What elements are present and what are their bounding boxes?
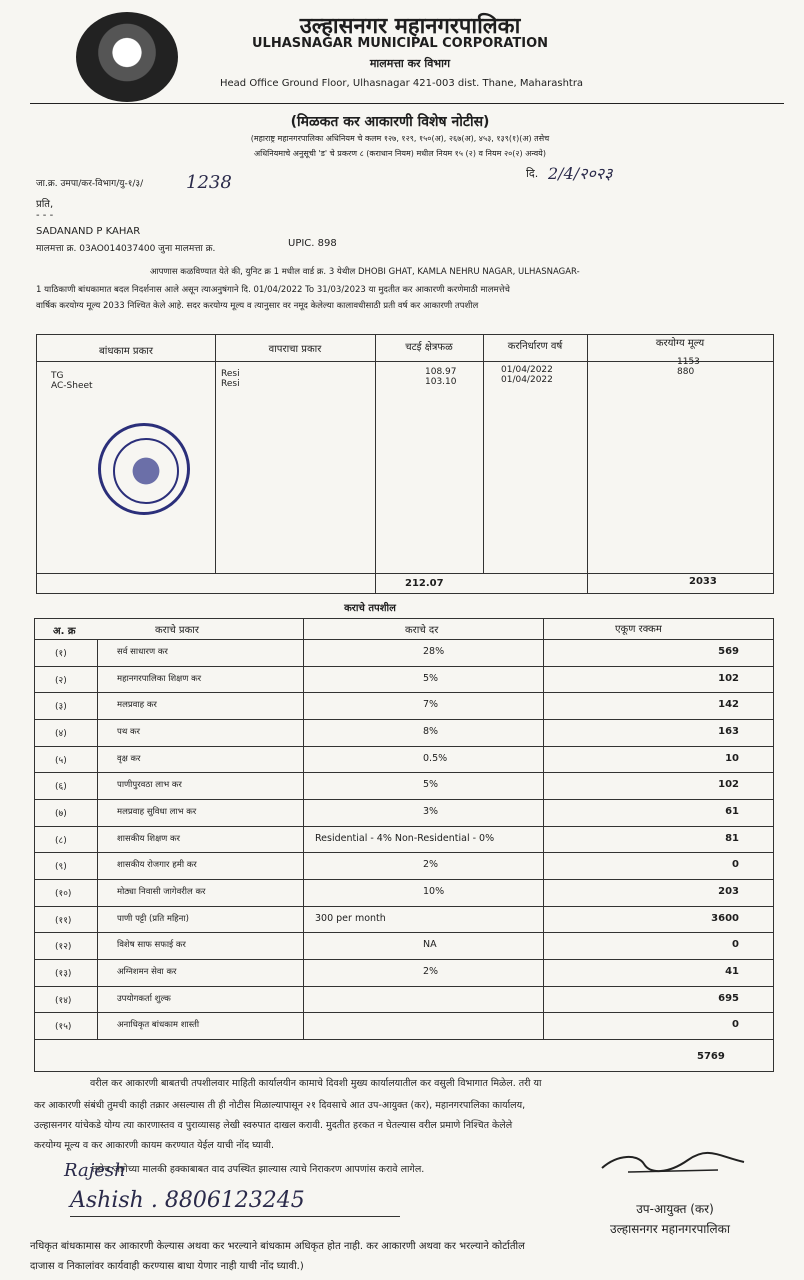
footer-paragraph-line2: कर आकारणी संबंधी तुमची काही तक्रार असल्यास ती ही नोटीस मिळाल्यापासून २१ दिवसाचे आत उप-आयुक्त (कर), महानगरपालिका कार्यालय, (34, 1100, 526, 1111)
header-title-marathi: उल्हासनगर महानगरपालिका (299, 14, 521, 39)
tax-row-amount: 81 (725, 832, 739, 844)
notice-title: (मिळकत कर आकारणी विशेष नोटीस) (290, 114, 490, 130)
tax-row-type: वृक्ष कर (117, 753, 141, 764)
intro-paragraph-line1: आपणास कळविण्यात येते की, युनिट क्र 1 मधील वार्ड क्र. 3 येथील DHOBI GHAT, KAMLA NEHRU NAGAR, ULHASNAGAR- (150, 267, 580, 277)
handwritten-phone-note: Ashish . 8806123245 (70, 1188, 305, 1213)
header-title-english: ULHASNAGAR MUNICIPAL CORPORATION (251, 36, 549, 51)
assessment-year-cell (501, 365, 553, 385)
tax-row-rate: 2% (423, 966, 439, 977)
tax-row-serial: (३) (55, 702, 67, 713)
tax-row-rate: 3% (423, 806, 439, 817)
tax-col-serial: अ. क्र (53, 626, 76, 637)
assessment-year-1: 01/04/2022 (501, 365, 553, 375)
table-row (35, 959, 773, 987)
taxable-value-cell (677, 357, 700, 377)
tax-row-amount: 41 (725, 966, 739, 977)
carpet-area-1: 108.97 (425, 367, 457, 377)
footer-paragraph-line4: करयोग्य मूल्य व कर आकारणी कायम करण्यात येईल याची नोंद घ्यावी. (34, 1140, 274, 1151)
tax-row-amount: 102 (718, 779, 739, 791)
tax-col-rate: कराचे दर (405, 625, 439, 636)
header-address: Head Office Ground Floor, Ulhasnagar 421-003 dist. Thane, Maharashtra (220, 78, 584, 89)
tax-row-serial: (१३) (55, 969, 72, 979)
tax-row-type: मलप्रवाह कर (117, 700, 157, 711)
law-reference-1: (महाराष्ट्र महानगरपालिका अधिनियम चे कलम १२७, १२९, १५०(अ), २६७(अ), ४५३, १३९(१)(अ) तसेच (250, 134, 550, 143)
tax-row-rate: NA (423, 939, 437, 951)
tax-row-serial: (६) (55, 782, 67, 793)
handwritten-name: Rajesh (64, 1160, 126, 1181)
table-row (35, 1012, 773, 1039)
table-row (35, 826, 773, 854)
law-reference-2: अधिनियमाचे अनुसूची 'ड' चे प्रकरण ८ (कराधान नियम) मधील नियम १५ (२) व नियम २०(२) अन्वये) (254, 149, 546, 158)
tax-row-type: शासकीय रोजगार हमी कर (117, 860, 197, 871)
tax-row-rate: 5% (423, 779, 439, 791)
tax-row-serial: (११) (55, 915, 72, 926)
assessment-year-2: 01/04/2022 (501, 375, 553, 385)
table-row (35, 772, 773, 800)
tax-row-type: शासकीय शिक्षण कर (117, 833, 181, 844)
property-number: मालमत्ता क्र. 03AO014037400 जुना मालमत्ता क्र. (36, 244, 216, 254)
table-row (35, 906, 773, 934)
col-header-taxable-value: करयोग्य मूल्य (655, 338, 705, 349)
tax-row-amount: 0 (732, 939, 739, 951)
tax-row-amount: 0 (732, 859, 739, 871)
tax-row-serial: (४) (55, 729, 67, 739)
tax-row-rate: Residential - 4% Non-Residential - 0% (315, 832, 495, 844)
tax-row-amount: 61 (725, 806, 739, 817)
footer-disclaimer-line2: दाजास व निकालांवर कार्यवाही करण्यास बाधा येणार नाही याची नोंद घ्यावी.) (30, 1261, 304, 1272)
tax-row-amount: 163 (718, 726, 739, 737)
tax-row-serial: (१) (55, 649, 67, 659)
upic-number: UPIC. 898 (288, 238, 337, 249)
footer-paragraph-line1: वरील कर आकारणी बाबतची तपशीलवार माहिती कार्यालयीन कामाचे दिवशी मुख्य कार्यालयातील कर वसुली विभागात मिळेल. तरी या (90, 1078, 542, 1089)
footer-paragraph-line3: उल्हासनगर यांचेकडे योग्य त्या कारणास्तव व पुराव्यासह लेखी स्वरुपात दाखल करावी. मुदतीत हरकत न घेतल्यास वरील प्रमाणे निश्चित केलेले (34, 1120, 513, 1131)
corporation-seal-stamp (98, 423, 190, 515)
total-taxable-value: 2033 (689, 576, 717, 587)
tax-row-serial: (१४) (55, 995, 72, 1006)
col-header-assessment-year: करनिर्धारण वर्ष (507, 341, 563, 352)
tax-row-amount: 0 (732, 1019, 739, 1031)
tax-row-type: मलप्रवाह सुविधा लाभ कर (117, 807, 197, 817)
tax-details-caption: कराचे तपशील (344, 603, 396, 614)
header-divider (30, 103, 784, 104)
tax-row-serial: (२) (55, 675, 67, 686)
tax-row-rate: 28% (423, 646, 445, 657)
tax-row-serial: (१२) (55, 942, 72, 953)
tax-row-rate: 300 per month (315, 912, 386, 924)
header-department: मालमत्ता कर विभाग (369, 57, 451, 70)
tax-row-type: अग्निशमन सेवा कर (117, 967, 177, 977)
date-value: 2/4/२०२३ (548, 164, 613, 183)
tax-row-type: पाणी पट्टी (प्रति महिना) (117, 913, 189, 924)
usage-type-cell (221, 369, 240, 389)
deputy-commissioner-signature (598, 1150, 748, 1176)
total-carpet-area: 212.07 (405, 578, 444, 589)
tax-col-amount: एकूण रक्कम (615, 624, 662, 635)
corporation-logo (76, 12, 178, 102)
tax-row-serial: (८) (55, 835, 67, 846)
taxable-value-1: 1153 (677, 357, 700, 367)
table-row (35, 879, 773, 907)
tax-row-serial: (१०) (55, 889, 72, 899)
tax-row-amount: 102 (718, 672, 739, 684)
tax-row-type: महानगरपालिका शिक्षण कर (117, 673, 202, 684)
footer-paragraph-line5: तसेच जागेच्या मालकी हक्काबाबत वाद उपस्थित झाल्यास त्याचे निराकरण आपणांस करावे लागेल. (92, 1164, 425, 1175)
table-row (35, 986, 773, 1014)
tax-row-amount: 3600 (711, 912, 739, 924)
table-row (35, 799, 773, 827)
carpet-area-cell (425, 367, 457, 387)
taxable-value-2: 880 (677, 367, 695, 377)
footer-disclaimer-line1: नधिकृत बांधकामास कर आकारणी केल्यास अथवा कर भरल्याने बांधकाम अधिकृत होत नाही. कर आकारणी अथवा कर भरल्याने कोर्टातील (30, 1241, 525, 1252)
construction-type-1: TG (51, 371, 64, 381)
tax-row-serial: (५) (55, 755, 67, 766)
tax-table (34, 618, 774, 1072)
intro-paragraph-line2: 1 याठिकाणी बांधकामात बदल निदर्शनास आले असून त्याअनुषंगाने दि. 01/04/2022 To 31/03/2023 या मुदतीत कर आकारणी करणेमाठी मालमत्तेचे (36, 285, 510, 295)
tax-row-type: पथ कर (117, 727, 140, 737)
designation-org: उल्हासनगर महानगरपालिका (610, 1222, 730, 1236)
date-label: दि. (526, 167, 539, 180)
designation: उप-आयुक्त (कर) (636, 1202, 714, 1216)
tax-row-serial: (९) (55, 862, 67, 873)
tax-table-header (35, 619, 773, 640)
tax-row-amount: 695 (718, 992, 739, 1004)
tax-row-amount: 569 (718, 646, 739, 657)
tax-row-serial: (७) (55, 809, 67, 819)
table-row (35, 719, 773, 747)
tax-row-rate: 10% (423, 886, 445, 897)
intro-paragraph-line3: वार्षिक करयोग्य मूल्य 2033 निश्चित केले आहे. सदर करयोग्य मूल्य व त्यानुसार वर नमूद केलेल्या कालावधीसाठी प्रती वर्ष कर आकारणी तपशील (36, 301, 479, 311)
tax-row-type: उपयोगकर्ता शुल्क (117, 993, 171, 1004)
table-row (35, 746, 773, 774)
tax-row-type: सर्व साधारण कर (117, 647, 168, 657)
col-header-usage-type: वापराचा प्रकार (268, 344, 322, 355)
construction-type-2: AC-Sheet (51, 381, 93, 391)
owner-name: SADANAND P KAHAR (36, 226, 141, 237)
carpet-area-2: 103.10 (425, 377, 457, 387)
col-header-construction-type: बांधकाम प्रकार (99, 346, 153, 357)
tax-row-type: विशेष साफ सफाई कर (117, 940, 186, 951)
reference-number: 1238 (186, 172, 232, 193)
dash-separator: - - - (36, 210, 54, 221)
tax-row-rate: 2% (423, 859, 439, 871)
tax-row-rate: 5% (423, 672, 439, 684)
tax-row-rate: 8% (423, 726, 439, 737)
table-row (35, 932, 773, 960)
table-row (35, 666, 773, 694)
tax-row-type: अनाधिकृत बांधकाम शास्ती (117, 1020, 200, 1031)
tax-row-amount: 10 (725, 752, 739, 764)
handwritten-underline (70, 1216, 400, 1217)
tax-col-type: कराचे प्रकार (155, 625, 199, 636)
tax-row-amount: 203 (718, 886, 739, 897)
addressee-label: प्रति, (36, 199, 54, 210)
tax-row-type: मोठ्या निवासी जागेवरील कर (117, 887, 206, 897)
construction-type-cell (51, 371, 93, 391)
tax-row-rate: 0.5% (423, 752, 448, 764)
table-row (35, 852, 773, 880)
usage-type-2: Resi (221, 379, 240, 389)
tax-row-serial: (१५) (55, 1022, 72, 1033)
table-row (35, 692, 773, 720)
reference-label: जा.क्र. उमपा/कर-विभाग/यु-१/३/ (36, 179, 144, 189)
col-header-carpet-area: चटई क्षेत्रफळ (405, 342, 453, 353)
tax-row-type: पाणीपुरवठा लाभ कर (117, 780, 182, 791)
usage-type-1: Resi (221, 369, 240, 379)
tax-row-rate: 7% (423, 699, 439, 711)
table-row (35, 639, 773, 667)
tax-grand-total: 5769 (697, 1051, 725, 1062)
tax-row-amount: 142 (718, 699, 739, 711)
